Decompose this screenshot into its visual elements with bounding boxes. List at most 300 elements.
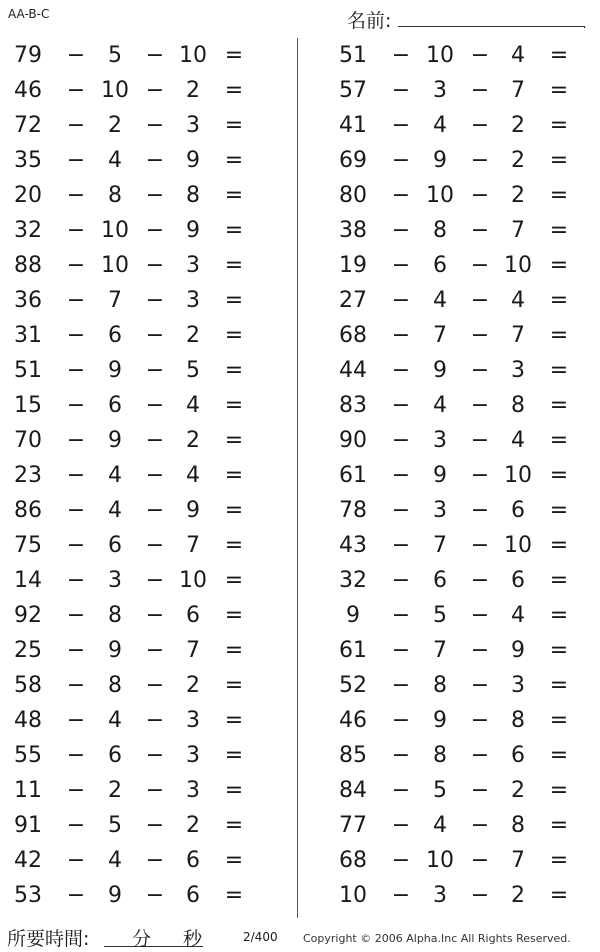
minus-sign: −	[66, 393, 86, 418]
subtrahend-1: 6	[433, 568, 447, 593]
subtrahend-1: 2	[108, 778, 122, 803]
equals-sign: =	[549, 568, 569, 593]
subtrahend-2: 6	[511, 743, 525, 768]
equals-sign: =	[549, 463, 569, 488]
minus-sign: −	[66, 148, 86, 173]
minus-sign: −	[470, 498, 490, 523]
equals-sign: =	[224, 43, 244, 68]
subtrahend-2: 7	[186, 638, 200, 663]
subtrahend-2: 3	[186, 253, 200, 278]
problem-row	[325, 143, 595, 178]
minus-sign: −	[391, 218, 411, 243]
problem-row	[0, 73, 270, 108]
minus-sign: −	[391, 463, 411, 488]
problem-row	[0, 808, 270, 843]
subtrahend-2: 10	[504, 463, 532, 488]
subtrahend-1: 8	[108, 603, 122, 628]
problem-row	[0, 388, 270, 423]
problem-row	[325, 633, 595, 668]
subtrahend-1: 10	[426, 43, 454, 68]
minus-sign: −	[470, 883, 490, 908]
problem-row	[0, 633, 270, 668]
subtrahend-1: 4	[433, 288, 447, 313]
problem-row	[325, 423, 595, 458]
minus-sign: −	[66, 883, 86, 908]
minus-sign: −	[470, 113, 490, 138]
minuend: 25	[14, 638, 42, 663]
equals-sign: =	[549, 218, 569, 243]
minus-sign: −	[145, 358, 165, 383]
minus-sign: −	[391, 323, 411, 348]
minutes-label: 分	[132, 928, 152, 950]
minus-sign: −	[391, 253, 411, 278]
problem-row	[0, 703, 270, 738]
minus-sign: −	[145, 463, 165, 488]
problem-row	[0, 143, 270, 178]
subtrahend-2: 6	[186, 848, 200, 873]
minuend: 27	[339, 288, 367, 313]
copyright: Copyright © 2006 Alpha.Inc All Rights Reserved.	[303, 932, 571, 945]
minuend: 32	[14, 218, 42, 243]
subtrahend-1: 6	[108, 323, 122, 348]
equals-sign: =	[224, 218, 244, 243]
minus-sign: −	[66, 358, 86, 383]
subtrahend-2: 2	[186, 813, 200, 838]
equals-sign: =	[224, 288, 244, 313]
problem-row	[325, 213, 595, 248]
minus-sign: −	[66, 813, 86, 838]
subtrahend-1: 3	[433, 428, 447, 453]
column-divider	[297, 38, 298, 918]
minuend: 88	[14, 253, 42, 278]
equals-sign: =	[224, 883, 244, 908]
minus-sign: −	[391, 708, 411, 733]
equals-sign: =	[224, 323, 244, 348]
problem-row	[0, 843, 270, 878]
minuend: 92	[14, 603, 42, 628]
problem-row	[325, 878, 595, 913]
subtrahend-1: 4	[108, 498, 122, 523]
problem-row	[0, 563, 270, 598]
subtrahend-2: 3	[511, 358, 525, 383]
subtrahend-2: 3	[186, 288, 200, 313]
subtrahend-2: 10	[179, 568, 207, 593]
minus-sign: −	[470, 253, 490, 278]
minus-sign: −	[391, 148, 411, 173]
minus-sign: −	[66, 708, 86, 733]
subtrahend-1: 8	[433, 743, 447, 768]
subtrahend-1: 6	[108, 743, 122, 768]
minus-sign: −	[470, 428, 490, 453]
subtrahend-2: 7	[511, 848, 525, 873]
equals-sign: =	[549, 708, 569, 733]
page-number: 2/400	[243, 930, 278, 944]
problem-row	[0, 668, 270, 703]
problem-row	[325, 73, 595, 108]
minus-sign: −	[66, 498, 86, 523]
equals-sign: =	[549, 533, 569, 558]
subtrahend-2: 2	[511, 778, 525, 803]
minus-sign: −	[145, 148, 165, 173]
problem-row	[325, 668, 595, 703]
minuend: 52	[339, 673, 367, 698]
equals-sign: =	[224, 778, 244, 803]
problem-row	[325, 178, 595, 213]
time-required-label: 所要時間:	[7, 928, 90, 950]
problem-row	[0, 318, 270, 353]
subtrahend-2: 3	[186, 708, 200, 733]
subtrahend-2: 4	[511, 288, 525, 313]
subtrahend-1: 3	[108, 568, 122, 593]
problem-row	[0, 38, 270, 73]
subtrahend-1: 5	[433, 603, 447, 628]
minus-sign: −	[145, 708, 165, 733]
minus-sign: −	[66, 568, 86, 593]
minus-sign: −	[66, 778, 86, 803]
subtrahend-1: 9	[433, 463, 447, 488]
minuend: 90	[339, 428, 367, 453]
subtrahend-2: 4	[511, 603, 525, 628]
minus-sign: −	[470, 673, 490, 698]
name-blank-line	[398, 26, 585, 27]
equals-sign: =	[549, 673, 569, 698]
minus-sign: −	[391, 358, 411, 383]
problem-row	[0, 528, 270, 563]
problem-row	[0, 213, 270, 248]
minuend: 72	[14, 113, 42, 138]
subtrahend-1: 7	[433, 533, 447, 558]
minuend: 31	[14, 323, 42, 348]
subtrahend-2: 2	[186, 673, 200, 698]
minuend: 80	[339, 183, 367, 208]
equals-sign: =	[224, 393, 244, 418]
equals-sign: =	[549, 813, 569, 838]
subtrahend-1: 10	[101, 218, 129, 243]
minus-sign: −	[470, 603, 490, 628]
minus-sign: −	[145, 218, 165, 243]
equals-sign: =	[549, 848, 569, 873]
minus-sign: −	[145, 848, 165, 873]
problem-row	[0, 353, 270, 388]
minus-sign: −	[391, 288, 411, 313]
minus-sign: −	[391, 43, 411, 68]
minus-sign: −	[470, 743, 490, 768]
minuend: 53	[14, 883, 42, 908]
minus-sign: −	[66, 288, 86, 313]
subtrahend-2: 2	[186, 323, 200, 348]
minuend: 48	[14, 708, 42, 733]
minuend: 20	[14, 183, 42, 208]
minuend: 14	[14, 568, 42, 593]
subtrahend-2: 9	[186, 498, 200, 523]
minus-sign: −	[470, 533, 490, 558]
minuend: 61	[339, 463, 367, 488]
minus-sign: −	[145, 603, 165, 628]
minus-sign: −	[145, 43, 165, 68]
problem-row	[325, 598, 595, 633]
equals-sign: =	[549, 43, 569, 68]
subtrahend-1: 9	[433, 148, 447, 173]
minus-sign: −	[470, 848, 490, 873]
minuend: 84	[339, 778, 367, 803]
subtrahend-2: 3	[186, 778, 200, 803]
subtrahend-1: 9	[108, 883, 122, 908]
minus-sign: −	[470, 288, 490, 313]
minus-sign: −	[470, 463, 490, 488]
problem-row	[325, 843, 595, 878]
minus-sign: −	[66, 533, 86, 558]
subtrahend-1: 4	[433, 813, 447, 838]
minus-sign: −	[66, 43, 86, 68]
subtrahend-1: 6	[108, 393, 122, 418]
minus-sign: −	[391, 393, 411, 418]
minus-sign: −	[145, 533, 165, 558]
equals-sign: =	[224, 148, 244, 173]
minuend: 79	[14, 43, 42, 68]
equals-sign: =	[224, 428, 244, 453]
equals-sign: =	[549, 183, 569, 208]
minus-sign: −	[470, 43, 490, 68]
minuend: 23	[14, 463, 42, 488]
subtrahend-1: 7	[108, 288, 122, 313]
minus-sign: −	[66, 603, 86, 628]
minuend: 44	[339, 358, 367, 383]
minus-sign: −	[391, 78, 411, 103]
minuend: 36	[14, 288, 42, 313]
subtrahend-2: 3	[511, 673, 525, 698]
subtrahend-2: 9	[186, 148, 200, 173]
equals-sign: =	[224, 113, 244, 138]
minus-sign: −	[145, 883, 165, 908]
minuend: 91	[14, 813, 42, 838]
equals-sign: =	[549, 323, 569, 348]
minus-sign: −	[391, 743, 411, 768]
equals-sign: =	[224, 533, 244, 558]
subtrahend-2: 4	[186, 463, 200, 488]
subtrahend-2: 6	[511, 568, 525, 593]
minus-sign: −	[391, 498, 411, 523]
problem-row	[0, 283, 270, 318]
minus-sign: −	[391, 778, 411, 803]
minus-sign: −	[391, 428, 411, 453]
problem-row	[325, 528, 595, 563]
subtrahend-2: 10	[504, 533, 532, 558]
equals-sign: =	[224, 603, 244, 628]
subtrahend-2: 6	[186, 883, 200, 908]
subtrahend-1: 9	[108, 428, 122, 453]
minus-sign: −	[391, 603, 411, 628]
minuend: 42	[14, 848, 42, 873]
minus-sign: −	[391, 883, 411, 908]
subtrahend-1: 10	[101, 78, 129, 103]
subtrahend-1: 5	[108, 43, 122, 68]
minuend: 46	[14, 78, 42, 103]
minuend: 35	[14, 148, 42, 173]
minus-sign: −	[470, 78, 490, 103]
minus-sign: −	[66, 323, 86, 348]
subtrahend-1: 4	[108, 148, 122, 173]
problem-row	[0, 178, 270, 213]
equals-sign: =	[549, 428, 569, 453]
minus-sign: −	[391, 813, 411, 838]
problem-row	[325, 283, 595, 318]
equals-sign: =	[549, 288, 569, 313]
subtrahend-2: 10	[179, 43, 207, 68]
minus-sign: −	[470, 813, 490, 838]
subtrahend-2: 8	[511, 708, 525, 733]
subtrahend-2: 2	[186, 78, 200, 103]
minus-sign: −	[470, 638, 490, 663]
equals-sign: =	[224, 183, 244, 208]
equals-sign: =	[549, 253, 569, 278]
subtrahend-1: 3	[433, 498, 447, 523]
minus-sign: −	[66, 253, 86, 278]
worksheet-code: AA-B-C	[8, 7, 50, 21]
minus-sign: −	[145, 498, 165, 523]
problem-row	[0, 878, 270, 913]
subtrahend-2: 8	[511, 813, 525, 838]
minuend: 41	[339, 113, 367, 138]
problem-row	[0, 598, 270, 633]
minus-sign: −	[470, 358, 490, 383]
subtrahend-2: 4	[511, 43, 525, 68]
minus-sign: −	[391, 638, 411, 663]
equals-sign: =	[549, 393, 569, 418]
minuend: 68	[339, 848, 367, 873]
subtrahend-1: 8	[108, 673, 122, 698]
minus-sign: −	[145, 393, 165, 418]
minuend: 83	[339, 393, 367, 418]
equals-sign: =	[549, 603, 569, 628]
minus-sign: −	[470, 183, 490, 208]
minus-sign: −	[66, 218, 86, 243]
subtrahend-1: 7	[433, 323, 447, 348]
minus-sign: −	[391, 113, 411, 138]
subtrahend-1: 9	[433, 358, 447, 383]
subtrahend-1: 8	[433, 673, 447, 698]
minus-sign: −	[145, 568, 165, 593]
minus-sign: −	[145, 428, 165, 453]
minuend: 86	[14, 498, 42, 523]
minus-sign: −	[66, 848, 86, 873]
minus-sign: −	[391, 673, 411, 698]
subtrahend-1: 8	[433, 218, 447, 243]
equals-sign: =	[224, 568, 244, 593]
minus-sign: −	[391, 183, 411, 208]
subtrahend-1: 3	[433, 883, 447, 908]
minuend: 38	[339, 218, 367, 243]
minuend: 85	[339, 743, 367, 768]
minuend: 10	[339, 883, 367, 908]
subtrahend-1: 9	[433, 708, 447, 733]
problem-row	[325, 38, 595, 73]
subtrahend-2: 3	[186, 743, 200, 768]
minus-sign: −	[470, 148, 490, 173]
subtrahend-1: 5	[433, 778, 447, 803]
equals-sign: =	[549, 638, 569, 663]
minuend: 75	[14, 533, 42, 558]
minuend: 61	[339, 638, 367, 663]
subtrahend-2: 7	[511, 78, 525, 103]
problem-row	[325, 738, 595, 773]
minus-sign: −	[145, 778, 165, 803]
equals-sign: =	[224, 463, 244, 488]
subtrahend-1: 3	[433, 78, 447, 103]
minus-sign: −	[470, 568, 490, 593]
left-problem-column	[0, 38, 270, 913]
subtrahend-2: 7	[511, 323, 525, 348]
equals-sign: =	[549, 743, 569, 768]
minus-sign: −	[470, 708, 490, 733]
subtrahend-1: 4	[108, 848, 122, 873]
equals-sign: =	[549, 498, 569, 523]
minus-sign: −	[66, 183, 86, 208]
subtrahend-1: 7	[433, 638, 447, 663]
minus-sign: −	[66, 673, 86, 698]
subtrahend-1: 10	[101, 253, 129, 278]
equals-sign: =	[549, 148, 569, 173]
equals-sign: =	[224, 848, 244, 873]
minus-sign: −	[391, 533, 411, 558]
footer	[0, 924, 600, 952]
minus-sign: −	[391, 848, 411, 873]
minuend: 51	[339, 43, 367, 68]
problem-row	[0, 738, 270, 773]
minuend: 69	[339, 148, 367, 173]
minuend: 32	[339, 568, 367, 593]
minuend: 11	[14, 778, 42, 803]
subtrahend-2: 4	[511, 428, 525, 453]
problem-row	[325, 773, 595, 808]
subtrahend-2: 3	[186, 113, 200, 138]
minus-sign: −	[145, 183, 165, 208]
minus-sign: −	[145, 113, 165, 138]
minus-sign: −	[470, 323, 490, 348]
minuend: 19	[339, 253, 367, 278]
minuend: 46	[339, 708, 367, 733]
equals-sign: =	[549, 883, 569, 908]
name-line-dot: .	[583, 20, 587, 31]
minus-sign: −	[145, 288, 165, 313]
problem-row	[325, 388, 595, 423]
minus-sign: −	[145, 673, 165, 698]
minuend: 51	[14, 358, 42, 383]
minus-sign: −	[145, 743, 165, 768]
problem-row	[0, 248, 270, 283]
subtrahend-1: 6	[433, 253, 447, 278]
minuend: 55	[14, 743, 42, 768]
seconds-label: 秒	[183, 928, 203, 950]
problem-row	[0, 773, 270, 808]
subtrahend-2: 9	[511, 638, 525, 663]
subtrahend-2: 2	[511, 883, 525, 908]
subtrahend-1: 4	[433, 393, 447, 418]
minuend: 15	[14, 393, 42, 418]
subtrahend-2: 9	[186, 218, 200, 243]
minus-sign: −	[470, 393, 490, 418]
equals-sign: =	[224, 358, 244, 383]
equals-sign: =	[224, 673, 244, 698]
equals-sign: =	[224, 498, 244, 523]
minus-sign: −	[66, 428, 86, 453]
subtrahend-2: 7	[186, 533, 200, 558]
subtrahend-1: 10	[426, 848, 454, 873]
subtrahend-1: 2	[108, 113, 122, 138]
subtrahend-1: 5	[108, 813, 122, 838]
problem-row	[325, 493, 595, 528]
minuend: 78	[339, 498, 367, 523]
problem-row	[325, 703, 595, 738]
